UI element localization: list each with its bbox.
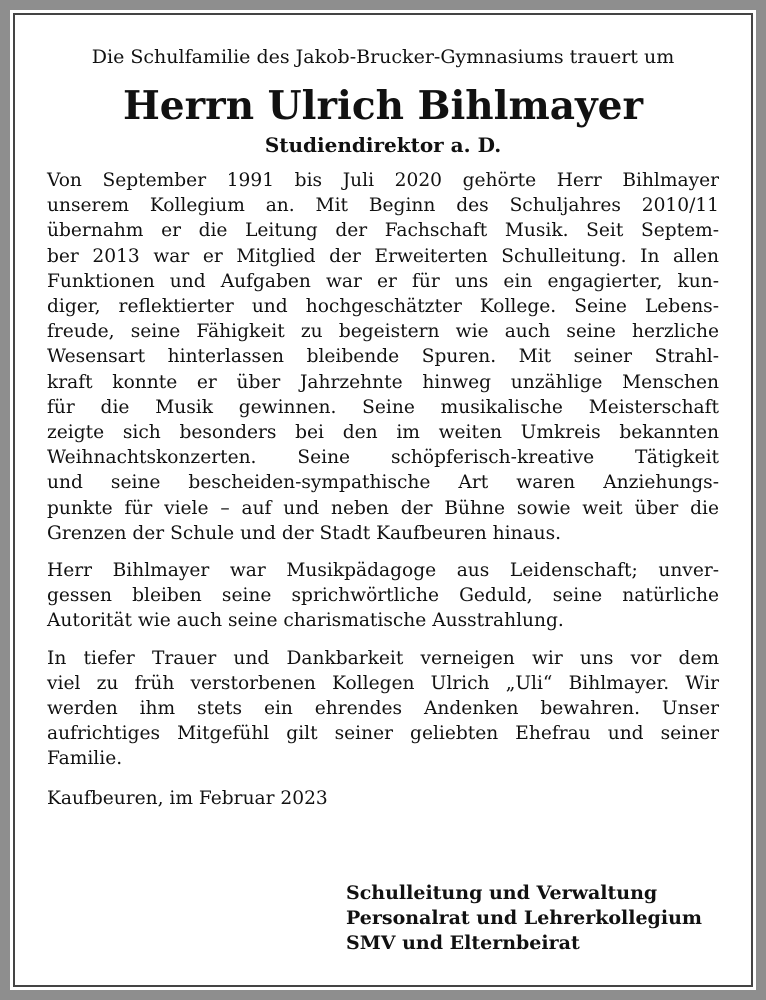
text-line: Autorität wie auch seine charismatische Ausstrahlung. bbox=[47, 610, 564, 632]
intro-line: Die Schulfamilie des Jakob-Brucker-Gymnasiums trauert um bbox=[91, 46, 675, 68]
text-line: unserem Kollegium an. Mit Beginn des Schuljahres 2010/11 bbox=[47, 195, 719, 217]
paragraph-character bbox=[47, 558, 719, 634]
text-line: werden ihm stets ein ehrendes Andenken bewahren. Unser bbox=[47, 698, 719, 720]
paragraph-career bbox=[47, 168, 719, 546]
text-line: In tiefer Trauer und Dankbarkeit verneigen wir uns vor dem bbox=[47, 647, 719, 669]
signatories bbox=[346, 881, 702, 956]
place-date: Kaufbeuren, im Februar 2023 bbox=[47, 787, 328, 809]
text-line: punkte für viele – auf und neben der Bühne sowie weit über die bbox=[47, 497, 719, 519]
signer-parents: SMV und Elternbeirat bbox=[346, 932, 580, 954]
text-line: Herr Bihlmayer war Musikpädagoge aus Leidenschaft; unver- bbox=[47, 560, 719, 582]
text-line: kraft konnte er über Jahrzehnte hinweg unzählige Menschen bbox=[47, 371, 719, 393]
deceased-title: Studiendirektor a. D. bbox=[264, 133, 502, 157]
text-line: zeigte sich besonders bei den im weiten Umkreis bekannten bbox=[47, 422, 719, 444]
signer-administration: Schulleitung und Verwaltung bbox=[346, 882, 658, 904]
text-line: und seine bescheiden-sympathische Art waren Anziehungs- bbox=[47, 472, 719, 494]
text-line: freude, seine Fähigkeit zu begeistern wie auch seine herzliche bbox=[47, 321, 719, 343]
paragraph-condolence bbox=[47, 646, 719, 772]
obituary-notice bbox=[47, 44, 719, 811]
text-line: diger, reflektierter und hochgeschätzter Kollege. Seine Lebens- bbox=[47, 296, 719, 318]
text-line: ber 2013 war er Mitglied der Erweiterten Schulleitung. In allen bbox=[47, 245, 719, 267]
deceased-name: Herrn Ulrich Bihlmayer bbox=[122, 83, 644, 129]
text-line: Wesensart hinterlassen bleibende Spuren. Mit seiner Strahl- bbox=[47, 346, 719, 368]
text-line: aufrichtiges Mitgefühl gilt seiner geliebten Ehefrau und seiner bbox=[47, 723, 719, 745]
text-line: Von September 1991 bis Juli 2020 gehörte Herr Bihlmayer bbox=[47, 170, 719, 191]
text-line: Grenzen der Schule und der Stadt Kaufbeuren hinaus. bbox=[47, 522, 562, 544]
text-line: übernahm er die Leitung der Fachschaft Musik. Seit Septem- bbox=[47, 220, 719, 242]
text-line: Funktionen und Aufgaben war er für uns ein engagierter, kun- bbox=[47, 270, 719, 292]
text-line: für die Musik gewinnen. Seine musikalische Meisterschaft bbox=[47, 396, 719, 418]
text-line: Familie. bbox=[47, 748, 123, 770]
text-line: viel zu früh verstorbenen Kollegen Ulrich „Uli“ Bihlmayer. Wir bbox=[47, 672, 719, 694]
signer-staff: Personalrat und Lehrerkollegium bbox=[346, 907, 702, 929]
text-line: gessen bleiben seine sprichwörtliche Geduld, seine natürliche bbox=[47, 585, 719, 607]
text-line: Weihnachtskonzerten. Seine schöpferisch-kreative Tätigkeit bbox=[47, 447, 719, 469]
